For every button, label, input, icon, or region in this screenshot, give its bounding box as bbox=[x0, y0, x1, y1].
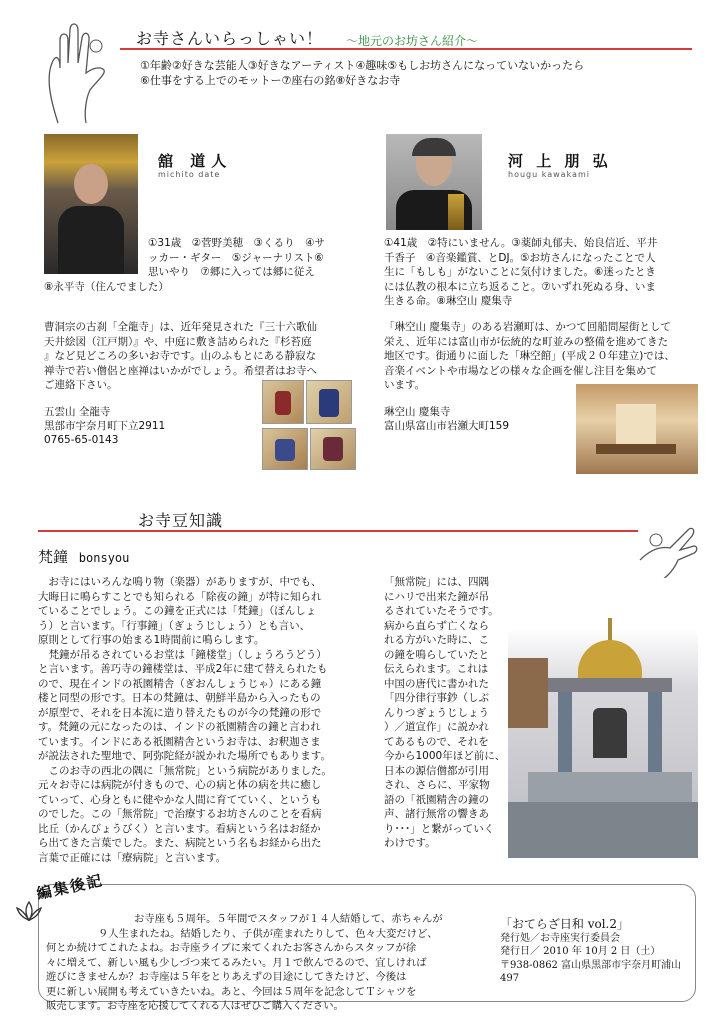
knowledge-line: 元々お寺には病院が付きもので、心の病と体の病を共に癒し bbox=[38, 779, 322, 791]
knowledge-line: 語の「祇園精舎の鐘の bbox=[384, 793, 489, 806]
knowledge-line: んりつぎょうじしょう bbox=[384, 706, 489, 719]
answer-line: 生に「もしも」がないことに気付けました。⑥迷ったとき bbox=[384, 266, 656, 278]
term-heading bbox=[38, 546, 129, 567]
knowledge-line: ）／道宣作」に説かれ bbox=[384, 721, 489, 733]
knowledge-line: 声、諸行無常の響きあ bbox=[384, 808, 489, 820]
colophon bbox=[500, 918, 690, 986]
knowledge-line: てあるもので、それを bbox=[384, 735, 489, 748]
knowledge-line: の鐘を鳴らしていたと bbox=[384, 648, 489, 661]
page-title: お寺さんいらっしゃい！ bbox=[136, 29, 324, 48]
knowledge-line: が説法された聖地で、阿弥陀経が説かれた場所でもあります。 bbox=[38, 750, 331, 762]
questions-line: ⑥仕事をする上でのモットー⑦座右の銘⑧好きなお寺 bbox=[140, 74, 401, 87]
knowledge-line: が原型で、それを日本流に造り替えたものが今の梵鐘の形で bbox=[38, 706, 322, 719]
knowledge-line: す。梵鐘の元になったのは、インドの祇園精舎の鐘と言われ bbox=[38, 721, 321, 733]
editor-note-title: 編集後記 bbox=[34, 871, 106, 903]
kasen-painting-image bbox=[306, 380, 352, 424]
editor-line: ９人生まれたね。結婚したり、子供が産まれたりして、色々大変だけど、 bbox=[98, 927, 438, 940]
knowledge-line: にハリで出来た鐘が吊 bbox=[384, 590, 489, 603]
temple-address: 黒部市宇奈月町下立2911 bbox=[44, 420, 166, 432]
knowledge-line: う）と言います。「行事鐘」（ぎょうじしょう）とも言い、 bbox=[38, 619, 311, 632]
knowledge-line: り･･･」と繋がっていく bbox=[384, 822, 495, 835]
editor-line: 遊びにきませんか？お寺座は５年をとりあえずの目途にしてきたけど、今後は bbox=[46, 971, 407, 983]
editor-line: お寺座も５周年。５年間でスタッフが１４人結婚して、赤ちゃんが bbox=[134, 913, 443, 925]
kasen-painting-image bbox=[262, 428, 308, 470]
monk1-name: 舘 道人 bbox=[158, 152, 233, 170]
colophon-date: 発行日／ 2010 年 10月 2 日（土） bbox=[500, 946, 661, 957]
knowledge-line: され、さらに、平家物 bbox=[384, 779, 490, 791]
knowledge-line: お寺にはいろんな鳴り物（楽器）がありますが、中でも、 bbox=[38, 576, 322, 588]
hand-illustration-icon bbox=[38, 18, 118, 128]
colophon-address: 〒938-0862 富山県黒部市宇奈月町浦山 bbox=[500, 959, 682, 971]
desc-line: 天井絵図（江戸期）』や、中庭に敷き詰められた『杉苔庭 bbox=[44, 335, 312, 348]
monk2-address bbox=[384, 405, 509, 433]
desc-line: 曹洞宗の古刹「全龍寺」は、近年発見された『三十六歌仙 bbox=[44, 321, 317, 333]
knowledge-line: 楼と同型の形です。日本の梵鐘は、朝鮮半島から入ったもの bbox=[38, 692, 321, 704]
answer-line: 生きる命。⑧琳空山 慶集寺 bbox=[384, 295, 513, 307]
temple-phone: 0765-65-0143 bbox=[44, 434, 119, 446]
knowledge-line: 「無常院」には、四隅 bbox=[384, 576, 489, 588]
desc-line: 音楽イベントや市場などの様々な企画を催し注目を集めて bbox=[384, 364, 657, 377]
title-divider bbox=[120, 48, 692, 50]
knowledge-line: 日本の源信僧都が引用 bbox=[384, 764, 489, 777]
monk2-description bbox=[384, 320, 704, 393]
editor-line: 何とか続けてこれたよね。お寺座ライブに来てくれたお客さんからスタッフが徐 bbox=[46, 942, 417, 954]
term-romaji: bonsyou bbox=[78, 551, 130, 565]
kasen-painting-image bbox=[310, 428, 356, 470]
desc-line: います。 bbox=[384, 379, 426, 391]
knowledge-line: 今から1000年ほど前に、 bbox=[384, 750, 506, 762]
desc-line: 地区です。街通りに面した「琳空館」(平成２０年建立)では、 bbox=[384, 350, 675, 362]
answer-line: ①41歳 ②特にいません。③薬師丸郁夫、始良信近、平井 bbox=[384, 237, 658, 249]
knowledge-line: 原則として行事の始まる1時間前に鳴らします。 bbox=[38, 634, 265, 646]
desc-line: 禅寺で若い僧侶と座禅はいかがでしょう。希望者はお寺へ bbox=[44, 364, 317, 377]
knowledge-text-right bbox=[384, 575, 510, 851]
editor-line: 更に新しい展開も考えていきたいね。あと、今回は５周年を記念してＴシャツを bbox=[46, 985, 417, 998]
bell-tower-photo bbox=[508, 578, 698, 858]
kasen-painting-image bbox=[262, 380, 304, 424]
knowledge-line: 中国の唐代に書かれた bbox=[384, 677, 489, 690]
knowledge-line: 比丘（かんびょうびく）と言います。看病という名はお経か bbox=[38, 822, 321, 835]
knowledge-line: このお寺の西北の隅に「無常院」という病院がありました。 bbox=[38, 764, 332, 777]
answer-line: 思いやり ⑦郷に入っては郷に従え bbox=[148, 266, 315, 278]
knowledge-section-title: お寺豆知識 bbox=[138, 511, 224, 530]
monk1-address bbox=[44, 405, 165, 447]
knowledge-text-left bbox=[38, 575, 366, 865]
knowledge-divider bbox=[38, 530, 638, 532]
knowledge-line: 言葉で正確には「療病院」と言います。 bbox=[38, 851, 227, 864]
answer-line: ッカー・ギター ⑤ジャーナリスト⑥ bbox=[148, 251, 324, 264]
desc-line: 栄え、近年には富山市が伝統的な町並みの整備を進めてきた bbox=[384, 335, 669, 348]
rinkukan-hall-photo bbox=[576, 384, 698, 474]
knowledge-line: 伝えられます。これは bbox=[384, 663, 489, 675]
desc-line: ご連絡下さい。 bbox=[44, 379, 118, 391]
knowledge-line: ので、現在インドの祇園精舎（ぎおんしょうじゃ）にある鐘 bbox=[38, 677, 322, 690]
questions-list bbox=[140, 58, 700, 88]
knowledge-line: 大晦日に鳴らすことでも知られる「除夜の鐘」が特に知られ bbox=[38, 590, 322, 603]
colophon-publisher: 発行処／お寺座実行委員会 bbox=[500, 932, 620, 944]
temple-address: 富山県富山市岩瀬大町159 bbox=[384, 420, 510, 432]
knowledge-line: わけです。 bbox=[384, 837, 436, 849]
desc-line: 「琳空山 慶集寺」のある岩瀬町は、かつて回船問屋街として bbox=[384, 321, 671, 333]
knowledge-line: ていって、心身ともに健やかな人間に育てていく、というも bbox=[38, 793, 322, 806]
answer-line: ①31歳 ②菅野美穂 ③くるり ④サ bbox=[148, 237, 326, 249]
monk1-romaji: michito date bbox=[158, 170, 221, 179]
monk2-name: 河 上 朋 弘 bbox=[508, 152, 612, 170]
temple-name: 琳空山 慶集寺 bbox=[384, 406, 451, 418]
knowledge-line: るされていたそうです。 bbox=[384, 605, 499, 617]
knowledge-line: 梵鐘が吊るされているお堂は「鐘楼堂」（しょうろうどう） bbox=[38, 648, 327, 661]
term-kanji: 梵鐘 bbox=[38, 548, 69, 566]
knowledge-line: ています。インドにある祇園精舎というお寺は、お釈迦さま bbox=[38, 735, 321, 748]
page-subtitle: ～地元のお坊さん紹介～ bbox=[346, 34, 479, 48]
monk1-answers bbox=[148, 236, 358, 280]
knowledge-line: 病から直らず亡くなら bbox=[384, 619, 489, 632]
answer-line: 千香子 ④音楽鑑賞、とDJ。⑤お坊さんになったことで人 bbox=[384, 251, 656, 264]
colophon-title: 「おてらざ日和 vol.2」 bbox=[500, 917, 629, 931]
temple-name: 五雲山 全龍寺 bbox=[44, 406, 111, 418]
knowledge-line: ていることでしょう。この鐘を正式には「梵鐘」（ぼんしょ bbox=[38, 605, 317, 617]
editor-line: 々に増えて、新しい風も少しづつ来てるみたい。月１で飲んでるので、宜しければ bbox=[46, 956, 427, 969]
colophon-address-number: 497 bbox=[500, 973, 520, 984]
monk2-romaji: hougu kawakami bbox=[508, 170, 590, 179]
monk2-answers bbox=[384, 236, 694, 309]
knowledge-line: ら出てきた言葉でした。また、病院という名もお経から出た bbox=[38, 837, 322, 849]
knowledge-line: れる方がいた時に、こ bbox=[384, 634, 489, 646]
answer-line: には仏教の根本に立ち返ること。⑦いずれ死ぬる身、いま bbox=[384, 280, 656, 293]
monk1-photo bbox=[44, 134, 138, 274]
monk2-photo bbox=[386, 134, 482, 230]
editor-line: 販売します。お寺座を応援してくれる人はぜひご購入ください。 bbox=[46, 1000, 344, 1012]
editor-note-text bbox=[46, 912, 486, 1014]
monk1-answer-last: ⑧永平寺（住んでました） bbox=[44, 281, 169, 293]
knowledge-line: 「四分律行事鈔（しぶ bbox=[384, 692, 489, 704]
questions-line: ①年齢②好きな芸能人③好きなアーティスト④趣味⑤もしお坊さんになっていないかったら bbox=[140, 59, 585, 72]
desc-line: 』など見どころの多いお寺です。山のふもとにある静寂な bbox=[44, 350, 317, 362]
knowledge-line: のでした。この「無常院」で治療するお坊さんのことを看病 bbox=[38, 808, 322, 820]
knowledge-line: と言います。善巧寺の鐘楼堂は、平成2年に建て替えられたも bbox=[38, 663, 328, 675]
